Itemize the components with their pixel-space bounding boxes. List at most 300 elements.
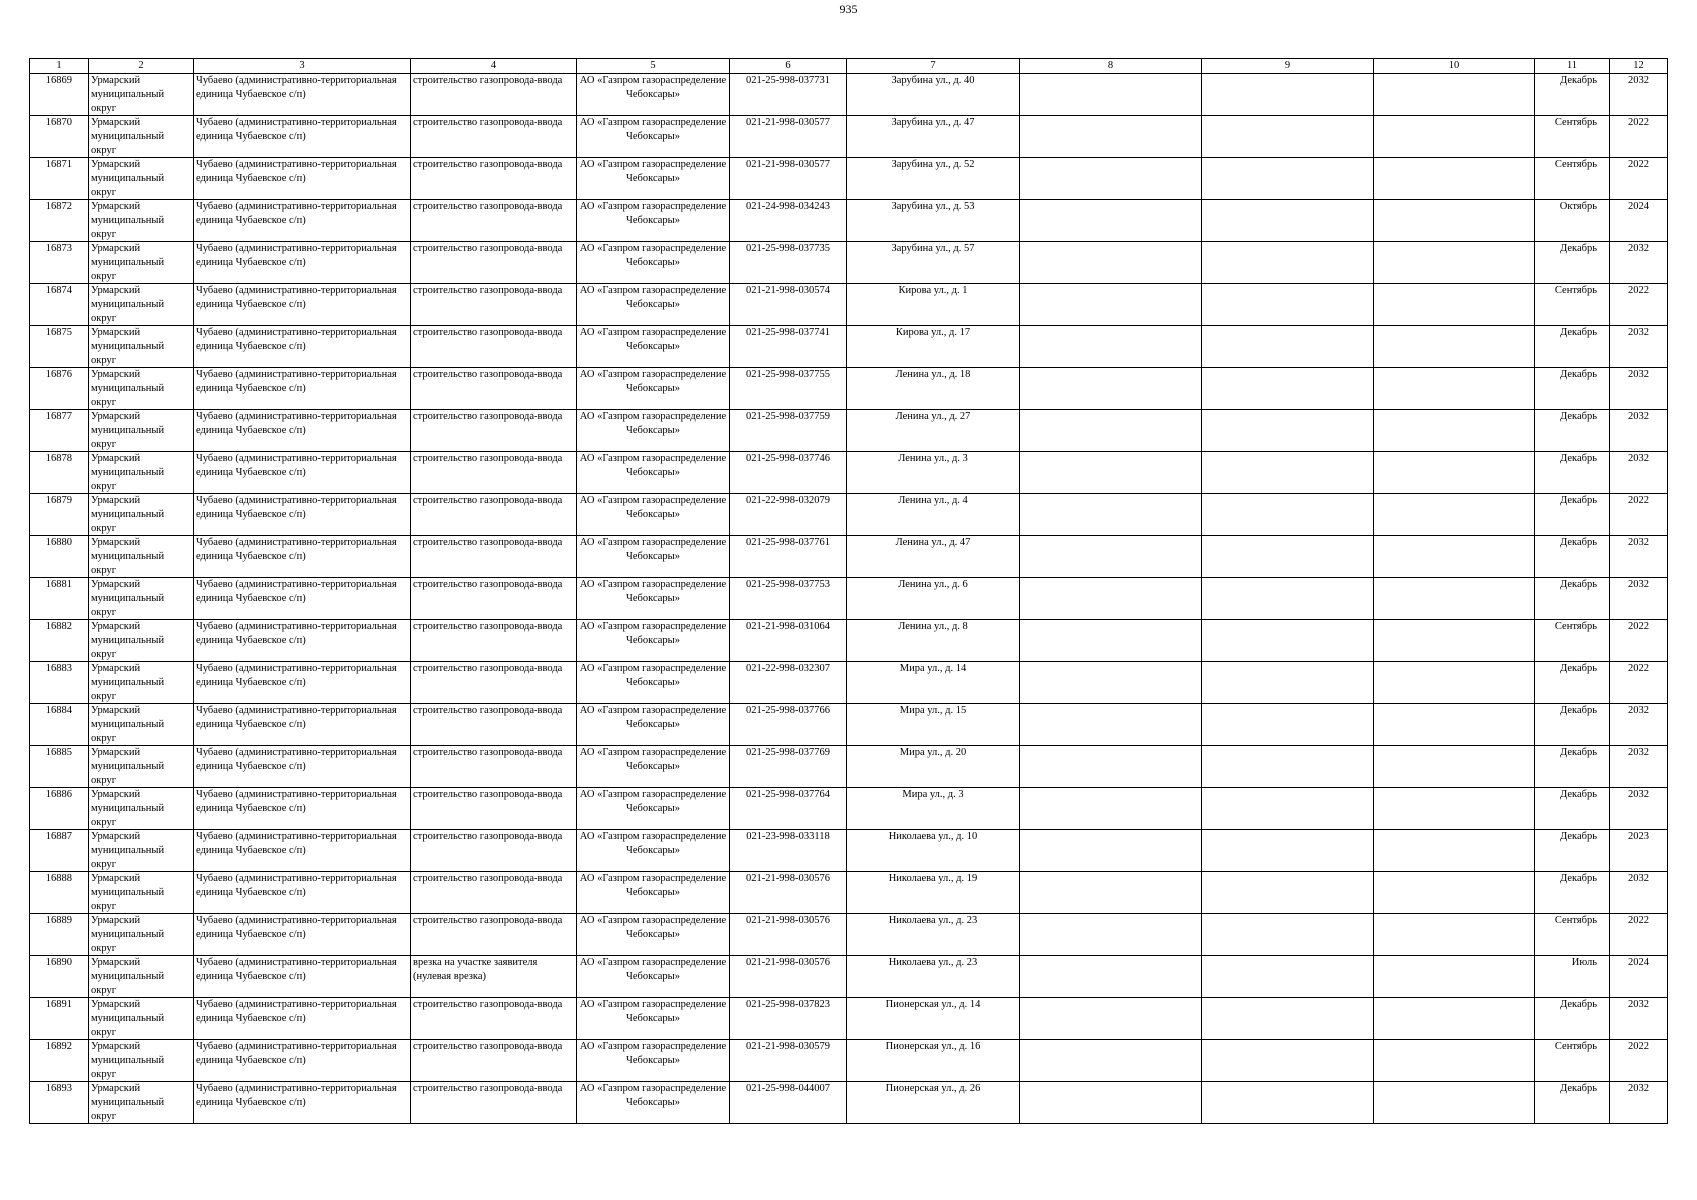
settlement-cell-text: Чубаево (административно-территориальная единица Чубаевское с/п) bbox=[196, 1083, 397, 1108]
month-cell-text: Декабрь bbox=[1560, 495, 1597, 506]
month-cell bbox=[1535, 998, 1610, 1040]
address-cell bbox=[847, 494, 1020, 536]
address-cell-text: Ленина ул., д. 18 bbox=[895, 369, 971, 380]
address-cell bbox=[847, 956, 1020, 998]
settlement-cell-text: Чубаево (административно-территориальная единица Чубаевское с/п) bbox=[196, 159, 397, 184]
month-cell-text: Декабрь bbox=[1560, 747, 1597, 758]
application-code-cell bbox=[730, 914, 847, 956]
empty-cell bbox=[1374, 746, 1535, 788]
settlement-cell bbox=[194, 830, 411, 872]
empty-cell bbox=[1020, 74, 1202, 116]
month-cell bbox=[1535, 578, 1610, 620]
application-code-cell-text: 021-21-998-030579 bbox=[746, 1041, 830, 1052]
month-cell bbox=[1535, 74, 1610, 116]
year-cell-text: 2032 bbox=[1628, 75, 1649, 86]
district-cell-text: Урмарский муниципальный округ bbox=[91, 369, 165, 408]
settlement-cell bbox=[194, 998, 411, 1040]
month-cell-text: Декабрь bbox=[1560, 537, 1597, 548]
month-cell bbox=[1535, 788, 1610, 830]
organization-cell bbox=[577, 1082, 730, 1124]
settlement-cell bbox=[194, 242, 411, 284]
month-cell bbox=[1535, 914, 1610, 956]
organization-cell bbox=[577, 284, 730, 326]
district-cell-text: Урмарский муниципальный округ bbox=[91, 201, 165, 240]
empty-cell bbox=[1202, 326, 1374, 368]
month-cell bbox=[1535, 410, 1610, 452]
table-row bbox=[30, 284, 1668, 326]
row-number bbox=[30, 872, 89, 914]
organization-cell bbox=[577, 536, 730, 578]
application-code-cell-text: 021-25-998-037766 bbox=[746, 705, 830, 716]
empty-cell bbox=[1202, 158, 1374, 200]
address-cell bbox=[847, 1040, 1020, 1082]
application-code-cell bbox=[730, 1040, 847, 1082]
settlement-cell-text: Чубаево (административно-территориальная единица Чубаевское с/п) bbox=[196, 1041, 397, 1066]
year-cell bbox=[1610, 746, 1668, 788]
application-code-cell bbox=[730, 200, 847, 242]
empty-cell bbox=[1020, 116, 1202, 158]
organization-cell bbox=[577, 788, 730, 830]
month-cell-text: Декабрь bbox=[1560, 579, 1597, 590]
table-row bbox=[30, 410, 1668, 452]
month-cell bbox=[1535, 284, 1610, 326]
work-type-cell bbox=[411, 914, 577, 956]
year-cell bbox=[1610, 620, 1668, 662]
month-cell-text: Декабрь bbox=[1560, 789, 1597, 800]
year-cell-text: 2032 bbox=[1628, 1083, 1649, 1094]
application-code-cell bbox=[730, 116, 847, 158]
month-cell bbox=[1535, 872, 1610, 914]
work-type-cell bbox=[411, 788, 577, 830]
application-code-cell-text: 021-25-998-037741 bbox=[746, 327, 830, 338]
month-cell bbox=[1535, 452, 1610, 494]
settlement-cell bbox=[194, 284, 411, 326]
settlement-cell bbox=[194, 410, 411, 452]
empty-cell bbox=[1374, 956, 1535, 998]
year-cell-text: 2032 bbox=[1628, 747, 1649, 758]
table-row bbox=[30, 788, 1668, 830]
application-code-cell-text: 021-25-998-037761 bbox=[746, 537, 830, 548]
empty-cell bbox=[1374, 368, 1535, 410]
column-header: 5 bbox=[577, 59, 730, 74]
table-row bbox=[30, 158, 1668, 200]
application-code-cell bbox=[730, 872, 847, 914]
work-type-cell-text: строительство газопровода-ввода bbox=[413, 621, 563, 632]
row-number bbox=[30, 452, 89, 494]
year-cell-text: 2032 bbox=[1628, 327, 1649, 338]
empty-cell bbox=[1020, 326, 1202, 368]
year-cell-text: 2032 bbox=[1628, 873, 1649, 884]
address-cell-text: Зарубина ул., д. 52 bbox=[891, 159, 975, 170]
application-code-cell bbox=[730, 704, 847, 746]
application-code-cell-text: 021-22-998-032079 bbox=[746, 495, 830, 506]
month-cell bbox=[1535, 620, 1610, 662]
row-number bbox=[30, 242, 89, 284]
month-cell bbox=[1535, 830, 1610, 872]
row-number-text: 16878 bbox=[45, 453, 72, 464]
address-cell-text: Пионерская ул., д. 26 bbox=[885, 1083, 981, 1094]
year-cell bbox=[1610, 1082, 1668, 1124]
district-cell bbox=[89, 242, 194, 284]
application-code-cell bbox=[730, 536, 847, 578]
work-type-cell bbox=[411, 242, 577, 284]
organization-cell-text: АО «Газпром газораспределение Чебоксары» bbox=[579, 201, 727, 226]
district-cell bbox=[89, 74, 194, 116]
organization-cell-text: АО «Газпром газораспределение Чебоксары» bbox=[579, 579, 727, 604]
application-code-cell bbox=[730, 578, 847, 620]
settlement-cell-text: Чубаево (административно-территориальная единица Чубаевское с/п) bbox=[196, 957, 397, 982]
year-cell-text: 2032 bbox=[1628, 369, 1649, 380]
work-type-cell-text: строительство газопровода-ввода bbox=[413, 453, 563, 464]
column-header: 8 bbox=[1020, 59, 1202, 74]
application-code-cell-text: 021-21-998-030576 bbox=[746, 915, 830, 926]
organization-cell-text: АО «Газпром газораспределение Чебоксары» bbox=[579, 369, 727, 394]
district-cell-text: Урмарский муниципальный округ bbox=[91, 579, 165, 618]
address-cell bbox=[847, 830, 1020, 872]
settlement-cell-text: Чубаево (административно-территориальная единица Чубаевское с/п) bbox=[196, 705, 397, 730]
row-number bbox=[30, 998, 89, 1040]
address-cell-text: Николаева ул., д. 23 bbox=[888, 957, 978, 968]
district-cell-text: Урмарский муниципальный округ bbox=[91, 495, 165, 534]
district-cell-text: Урмарский муниципальный округ bbox=[91, 831, 165, 870]
district-cell bbox=[89, 872, 194, 914]
address-cell bbox=[847, 746, 1020, 788]
year-cell-text: 2022 bbox=[1628, 621, 1649, 632]
organization-cell bbox=[577, 872, 730, 914]
district-cell bbox=[89, 158, 194, 200]
year-cell bbox=[1610, 998, 1668, 1040]
table-row bbox=[30, 326, 1668, 368]
row-number-text: 16875 bbox=[45, 327, 72, 338]
empty-cell bbox=[1202, 74, 1374, 116]
organization-cell-text: АО «Газпром газораспределение Чебоксары» bbox=[579, 915, 727, 940]
month-cell-text: Декабрь bbox=[1560, 1083, 1597, 1094]
district-cell bbox=[89, 662, 194, 704]
empty-cell bbox=[1020, 746, 1202, 788]
organization-cell bbox=[577, 74, 730, 116]
application-code-cell-text: 021-24-998-034243 bbox=[746, 201, 830, 212]
work-type-cell bbox=[411, 326, 577, 368]
row-number-text: 16879 bbox=[45, 495, 72, 506]
row-number-text: 16891 bbox=[45, 999, 72, 1010]
empty-cell bbox=[1020, 998, 1202, 1040]
district-cell bbox=[89, 746, 194, 788]
work-type-cell-text: строительство газопровода-ввода bbox=[413, 831, 563, 842]
organization-cell bbox=[577, 326, 730, 368]
work-type-cell bbox=[411, 494, 577, 536]
page-number: 935 bbox=[839, 2, 858, 16]
row-number bbox=[30, 410, 89, 452]
organization-cell-text: АО «Газпром газораспределение Чебоксары» bbox=[579, 243, 727, 268]
address-cell-text: Ленина ул., д. 3 bbox=[898, 453, 968, 464]
empty-cell bbox=[1374, 578, 1535, 620]
organization-cell bbox=[577, 410, 730, 452]
table-row bbox=[30, 746, 1668, 788]
organization-cell-text: АО «Газпром газораспределение Чебоксары» bbox=[579, 1041, 727, 1066]
settlement-cell bbox=[194, 536, 411, 578]
organization-cell-text: АО «Газпром газораспределение Чебоксары» bbox=[579, 537, 727, 562]
address-cell bbox=[847, 662, 1020, 704]
application-code-cell-text: 021-25-998-037746 bbox=[746, 453, 830, 464]
column-header: 4 bbox=[411, 59, 577, 74]
column-header: 11 bbox=[1535, 59, 1610, 74]
district-cell-text: Урмарский муниципальный округ bbox=[91, 705, 165, 744]
district-cell-text: Урмарский муниципальный округ bbox=[91, 621, 165, 660]
empty-cell bbox=[1374, 998, 1535, 1040]
address-cell bbox=[847, 620, 1020, 662]
empty-cell bbox=[1374, 494, 1535, 536]
settlement-cell-text: Чубаево (административно-территориальная единица Чубаевское с/п) bbox=[196, 75, 397, 100]
empty-cell bbox=[1020, 452, 1202, 494]
address-cell bbox=[847, 914, 1020, 956]
district-cell bbox=[89, 368, 194, 410]
table-row bbox=[30, 620, 1668, 662]
empty-cell bbox=[1020, 158, 1202, 200]
empty-cell bbox=[1020, 242, 1202, 284]
table-row bbox=[30, 200, 1668, 242]
work-type-cell-text: строительство газопровода-ввода bbox=[413, 579, 563, 590]
year-cell-text: 2032 bbox=[1628, 705, 1649, 716]
table-row bbox=[30, 74, 1668, 116]
organization-cell bbox=[577, 578, 730, 620]
table-row bbox=[30, 872, 1668, 914]
row-number-text: 16884 bbox=[45, 705, 72, 716]
month-cell-text: Декабрь bbox=[1560, 453, 1597, 464]
row-number-text: 16888 bbox=[45, 873, 72, 884]
address-cell bbox=[847, 158, 1020, 200]
year-cell-text: 2023 bbox=[1628, 831, 1649, 842]
organization-cell-text: АО «Газпром газораспределение Чебоксары» bbox=[579, 747, 727, 772]
empty-cell bbox=[1202, 746, 1374, 788]
settlement-cell bbox=[194, 368, 411, 410]
work-type-cell bbox=[411, 1082, 577, 1124]
row-number bbox=[30, 1082, 89, 1124]
district-cell-text: Урмарский муниципальный округ bbox=[91, 411, 165, 450]
application-code-cell bbox=[730, 788, 847, 830]
empty-cell bbox=[1374, 116, 1535, 158]
empty-cell bbox=[1020, 662, 1202, 704]
work-type-cell-text: строительство газопровода-ввода bbox=[413, 789, 563, 800]
organization-cell-text: АО «Газпром газораспределение Чебоксары» bbox=[579, 789, 727, 814]
year-cell bbox=[1610, 704, 1668, 746]
address-cell bbox=[847, 242, 1020, 284]
district-cell bbox=[89, 536, 194, 578]
year-cell bbox=[1610, 578, 1668, 620]
organization-cell bbox=[577, 242, 730, 284]
month-cell-text: Декабрь bbox=[1560, 243, 1597, 254]
empty-cell bbox=[1374, 242, 1535, 284]
work-type-cell bbox=[411, 116, 577, 158]
work-type-cell-text: строительство газопровода-ввода bbox=[413, 999, 563, 1010]
settlement-cell-text: Чубаево (административно-территориальная единица Чубаевское с/п) bbox=[196, 495, 397, 520]
organization-cell bbox=[577, 116, 730, 158]
row-number bbox=[30, 116, 89, 158]
district-cell-text: Урмарский муниципальный округ bbox=[91, 327, 165, 366]
district-cell bbox=[89, 956, 194, 998]
district-cell bbox=[89, 788, 194, 830]
organization-cell bbox=[577, 1040, 730, 1082]
year-cell bbox=[1610, 116, 1668, 158]
empty-cell bbox=[1020, 704, 1202, 746]
year-cell bbox=[1610, 158, 1668, 200]
work-type-cell-text: строительство газопровода-ввода bbox=[413, 411, 563, 422]
work-type-cell-text: строительство газопровода-ввода bbox=[413, 915, 563, 926]
application-code-cell-text: 021-21-998-030577 bbox=[746, 159, 830, 170]
settlement-cell bbox=[194, 872, 411, 914]
application-code-cell-text: 021-21-998-030576 bbox=[746, 873, 830, 884]
application-code-cell bbox=[730, 242, 847, 284]
row-number-text: 16873 bbox=[45, 243, 72, 254]
settlement-cell-text: Чубаево (административно-территориальная единица Чубаевское с/п) bbox=[196, 453, 397, 478]
work-type-cell bbox=[411, 452, 577, 494]
address-cell-text: Ленина ул., д. 4 bbox=[898, 495, 968, 506]
empty-cell bbox=[1202, 788, 1374, 830]
row-number bbox=[30, 578, 89, 620]
year-cell bbox=[1610, 914, 1668, 956]
district-cell-text: Урмарский муниципальный округ bbox=[91, 117, 165, 156]
empty-cell bbox=[1202, 662, 1374, 704]
application-code-cell bbox=[730, 494, 847, 536]
address-cell bbox=[847, 116, 1020, 158]
settlement-cell-text: Чубаево (административно-территориальная единица Чубаевское с/п) bbox=[196, 327, 397, 352]
gas-connection-table bbox=[29, 58, 1668, 1124]
table-row bbox=[30, 536, 1668, 578]
year-cell bbox=[1610, 452, 1668, 494]
organization-cell bbox=[577, 704, 730, 746]
organization-cell-text: АО «Газпром газораспределение Чебоксары» bbox=[579, 75, 727, 100]
table-row bbox=[30, 830, 1668, 872]
empty-cell bbox=[1374, 830, 1535, 872]
empty-cell bbox=[1202, 410, 1374, 452]
district-cell bbox=[89, 200, 194, 242]
year-cell-text: 2032 bbox=[1628, 453, 1649, 464]
application-code-cell bbox=[730, 410, 847, 452]
month-cell bbox=[1535, 536, 1610, 578]
row-number-text: 16890 bbox=[45, 957, 72, 968]
row-number bbox=[30, 200, 89, 242]
empty-cell bbox=[1202, 368, 1374, 410]
work-type-cell bbox=[411, 620, 577, 662]
district-cell bbox=[89, 116, 194, 158]
row-number bbox=[30, 914, 89, 956]
application-code-cell bbox=[730, 746, 847, 788]
settlement-cell bbox=[194, 956, 411, 998]
empty-cell bbox=[1374, 620, 1535, 662]
district-cell-text: Урмарский муниципальный округ bbox=[91, 243, 165, 282]
settlement-cell-text: Чубаево (административно-территориальная единица Чубаевское с/п) bbox=[196, 243, 397, 268]
work-type-cell-text: строительство газопровода-ввода bbox=[413, 159, 563, 170]
year-cell bbox=[1610, 872, 1668, 914]
district-cell-text: Урмарский муниципальный округ bbox=[91, 1083, 165, 1122]
empty-cell bbox=[1202, 830, 1374, 872]
settlement-cell bbox=[194, 620, 411, 662]
work-type-cell bbox=[411, 956, 577, 998]
work-type-cell-text: строительство газопровода-ввода bbox=[413, 75, 563, 86]
row-number-text: 16887 bbox=[45, 831, 72, 842]
row-number bbox=[30, 284, 89, 326]
row-number-text: 16869 bbox=[45, 75, 72, 86]
district-cell bbox=[89, 326, 194, 368]
empty-cell bbox=[1374, 410, 1535, 452]
address-cell bbox=[847, 284, 1020, 326]
work-type-cell bbox=[411, 368, 577, 410]
empty-cell bbox=[1202, 242, 1374, 284]
address-cell bbox=[847, 326, 1020, 368]
empty-cell bbox=[1374, 1040, 1535, 1082]
year-cell bbox=[1610, 284, 1668, 326]
application-code-cell-text: 021-21-998-031064 bbox=[746, 621, 830, 632]
settlement-cell bbox=[194, 914, 411, 956]
empty-cell bbox=[1020, 536, 1202, 578]
settlement-cell-text: Чубаево (административно-территориальная единица Чубаевское с/п) bbox=[196, 579, 397, 604]
application-code-cell-text: 021-25-998-037764 bbox=[746, 789, 830, 800]
empty-cell bbox=[1020, 1082, 1202, 1124]
application-code-cell-text: 021-25-998-037769 bbox=[746, 747, 830, 758]
month-cell-text: Декабрь bbox=[1560, 831, 1597, 842]
application-code-cell-text: 021-21-998-030576 bbox=[746, 957, 830, 968]
address-cell-text: Зарубина ул., д. 57 bbox=[891, 243, 975, 254]
work-type-cell bbox=[411, 536, 577, 578]
row-number bbox=[30, 326, 89, 368]
address-cell-text: Зарубина ул., д. 53 bbox=[891, 201, 975, 212]
work-type-cell-text: строительство газопровода-ввода bbox=[413, 201, 563, 212]
address-cell-text: Кирова ул., д. 17 bbox=[895, 327, 971, 338]
column-header: 1 bbox=[30, 59, 89, 74]
empty-cell bbox=[1202, 1040, 1374, 1082]
application-code-cell-text: 021-25-998-037731 bbox=[746, 75, 830, 86]
organization-cell-text: АО «Газпром газораспределение Чебоксары» bbox=[579, 621, 727, 646]
table-row bbox=[30, 1082, 1668, 1124]
address-cell-text: Ленина ул., д. 6 bbox=[898, 579, 968, 590]
row-number bbox=[30, 536, 89, 578]
month-cell-text: Декабрь bbox=[1560, 411, 1597, 422]
organization-cell-text: АО «Газпром газораспределение Чебоксары» bbox=[579, 1083, 727, 1108]
empty-cell bbox=[1202, 620, 1374, 662]
empty-cell bbox=[1202, 914, 1374, 956]
year-cell-text: 2024 bbox=[1628, 201, 1649, 212]
month-cell-text: Сентябрь bbox=[1554, 159, 1597, 170]
district-cell bbox=[89, 704, 194, 746]
year-cell bbox=[1610, 662, 1668, 704]
work-type-cell-text: строительство газопровода-ввода bbox=[413, 705, 563, 716]
address-cell bbox=[847, 200, 1020, 242]
column-number-row bbox=[30, 59, 1668, 74]
work-type-cell-text: врезка на участке заявителя (нулевая врезка) bbox=[413, 957, 538, 982]
district-cell bbox=[89, 830, 194, 872]
district-cell bbox=[89, 998, 194, 1040]
empty-cell bbox=[1374, 326, 1535, 368]
row-number-text: 16893 bbox=[45, 1083, 72, 1094]
address-cell bbox=[847, 452, 1020, 494]
row-number-text: 16889 bbox=[45, 915, 72, 926]
row-number bbox=[30, 662, 89, 704]
row-number bbox=[30, 788, 89, 830]
month-cell-text: Декабрь bbox=[1560, 75, 1597, 86]
organization-cell-text: АО «Газпром газораспределение Чебоксары» bbox=[579, 999, 727, 1024]
organization-cell-text: АО «Газпром газораспределение Чебоксары» bbox=[579, 495, 727, 520]
month-cell bbox=[1535, 662, 1610, 704]
application-code-cell bbox=[730, 452, 847, 494]
year-cell bbox=[1610, 494, 1668, 536]
application-code-cell-text: 021-25-998-044007 bbox=[746, 1083, 830, 1094]
month-cell bbox=[1535, 746, 1610, 788]
empty-cell bbox=[1020, 620, 1202, 662]
settlement-cell-text: Чубаево (административно-территориальная единица Чубаевское с/п) bbox=[196, 747, 397, 772]
work-type-cell bbox=[411, 74, 577, 116]
settlement-cell bbox=[194, 200, 411, 242]
district-cell bbox=[89, 1040, 194, 1082]
district-cell bbox=[89, 620, 194, 662]
